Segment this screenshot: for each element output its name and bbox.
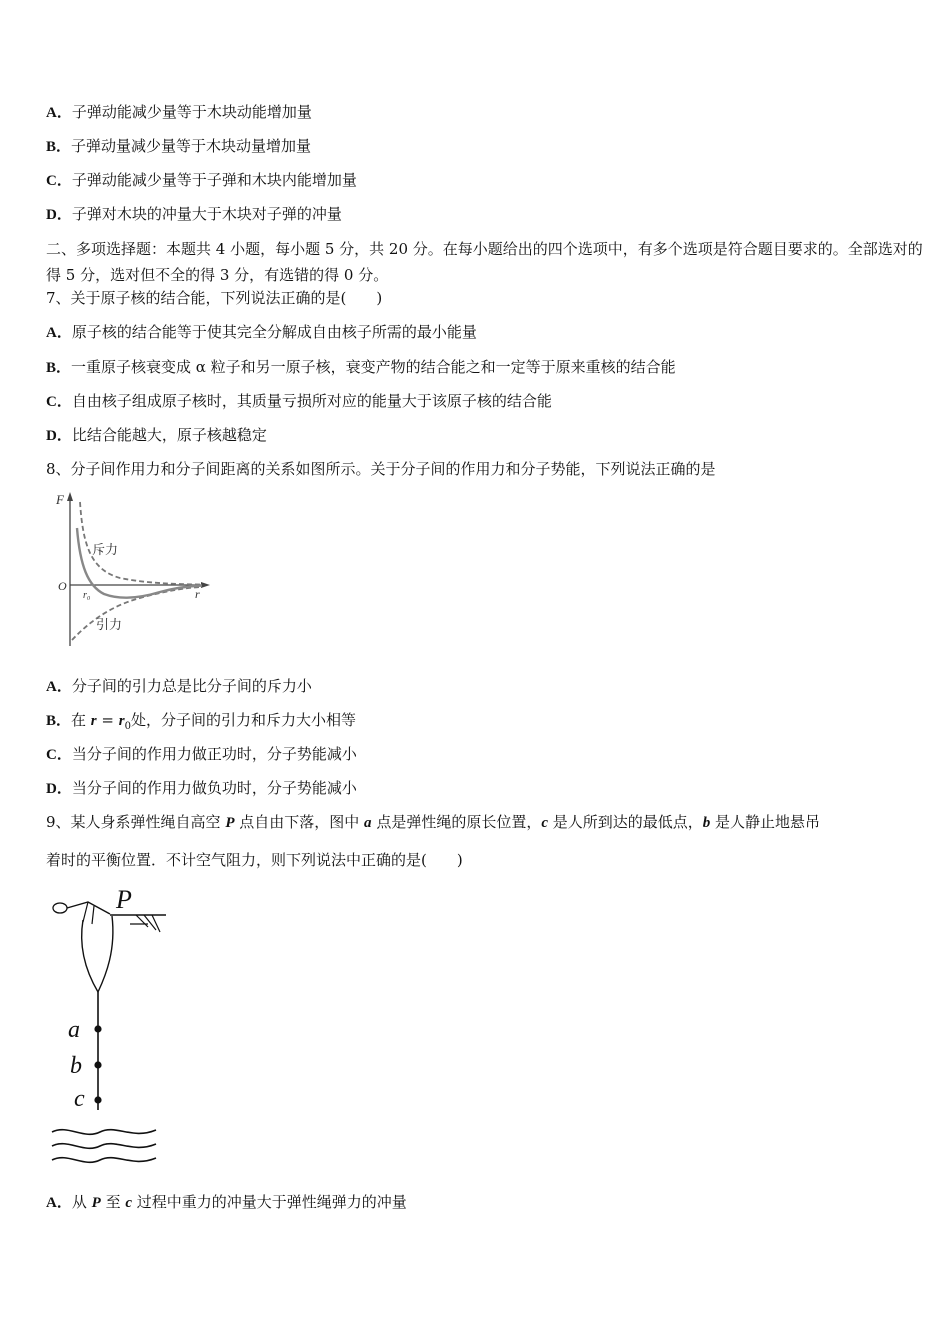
person-head [53, 903, 67, 913]
label-c: c [74, 1086, 85, 1112]
person-body [67, 902, 110, 914]
q7-option-c: C．自由核子组成原子核时，其质量亏损所对应的能量大于该原子核的结合能 [46, 392, 552, 410]
y-axis-arrow [67, 492, 73, 501]
platform-support [130, 915, 160, 932]
bungee-jump-figure [48, 880, 173, 1170]
q7-option-a: A．原子核的结合能等于使其完全分解成自由核子所需的最小能量 [46, 323, 477, 341]
q8-option-b: B．在 $r = r_0$处，分子间的引力和斥力大小相等 [46, 711, 356, 732]
q8-stem: 8、分子间作用力和分子间距离的关系如图所示。关于分子间的作用力和分子势能，下列说法正确的是 [46, 460, 716, 478]
q7-option-d: D．比结合能越大，原子核越稳定 [46, 426, 267, 444]
water-wave-1 [52, 1130, 156, 1135]
water-wave-2 [52, 1144, 156, 1149]
rope-loop [82, 916, 113, 992]
q6-option-c: C．子弹动能减少量等于子弹和木块内能增加量 [46, 171, 357, 189]
q8-option-d: D．当分子间的作用力做负功时，分子势能减小 [46, 779, 357, 797]
q8-option-a: A．分子间的引力总是比分子间的斥力小 [46, 677, 312, 695]
q9-stem-line1: 9、某人身系弹性绳自高空 P 点自由下落，图中 a 点是弹性绳的原长位置，c 是人所到达的最低点，b 是人静止地悬吊 [46, 813, 821, 831]
q6-option-d: D．子弹对木块的冲量大于木块对子弹的冲量 [46, 205, 342, 223]
person-legs [83, 902, 94, 924]
axis-label-r: r [195, 587, 200, 601]
label-b: b [70, 1053, 82, 1079]
q7-option-b: B．一重原子核衰变成 α 粒子和另一原子核，衰变产物的结合能之和一定等于原来重核的结合能 [46, 358, 676, 376]
water-wave-3 [52, 1158, 156, 1163]
intermolecular-force-graph [50, 488, 220, 653]
q8-option-c: C．当分子间的作用力做正功时，分子势能减小 [46, 745, 357, 763]
r0-label: r₀ [83, 590, 91, 601]
resultant-force-curve [77, 528, 202, 598]
x-axis-arrow [201, 582, 210, 588]
q9-option-a: A．从 P 至 c 过程中重力的冲量大于弹性绳弹力的冲量 [46, 1193, 407, 1211]
label-a: a [68, 1017, 80, 1043]
label-p: P [116, 885, 132, 914]
q6-option-b: B．子弹动量减少量等于木块动量增加量 [46, 137, 312, 155]
point-c [94, 1096, 101, 1103]
point-b [94, 1061, 101, 1068]
attraction-curve [72, 587, 200, 640]
point-a [94, 1025, 101, 1032]
repulsion-label: 斥力 [92, 542, 119, 557]
axis-label-f: F [56, 492, 64, 507]
attraction-label: 引力 [96, 617, 123, 632]
origin-label: O [58, 579, 67, 593]
q7-stem: 7、关于原子核的结合能，下列说法正确的是( ) [46, 289, 383, 307]
q9-stem-line2: 着时的平衡位置．不计空气阻力，则下列说法中正确的是( ) [46, 851, 463, 869]
q6-option-a: A．子弹动能减少量等于木块动能增加量 [46, 103, 312, 121]
section-2-header: 二、多项选择题：本题共 4 小题，每小题 5 分，共 20 分。在每小题给出的四个选项中，有多个选项是符合题目要求的。全部选对的得 5 分，选对但不全的得 3 分，有选错的得 0 分。 [46, 240, 923, 284]
